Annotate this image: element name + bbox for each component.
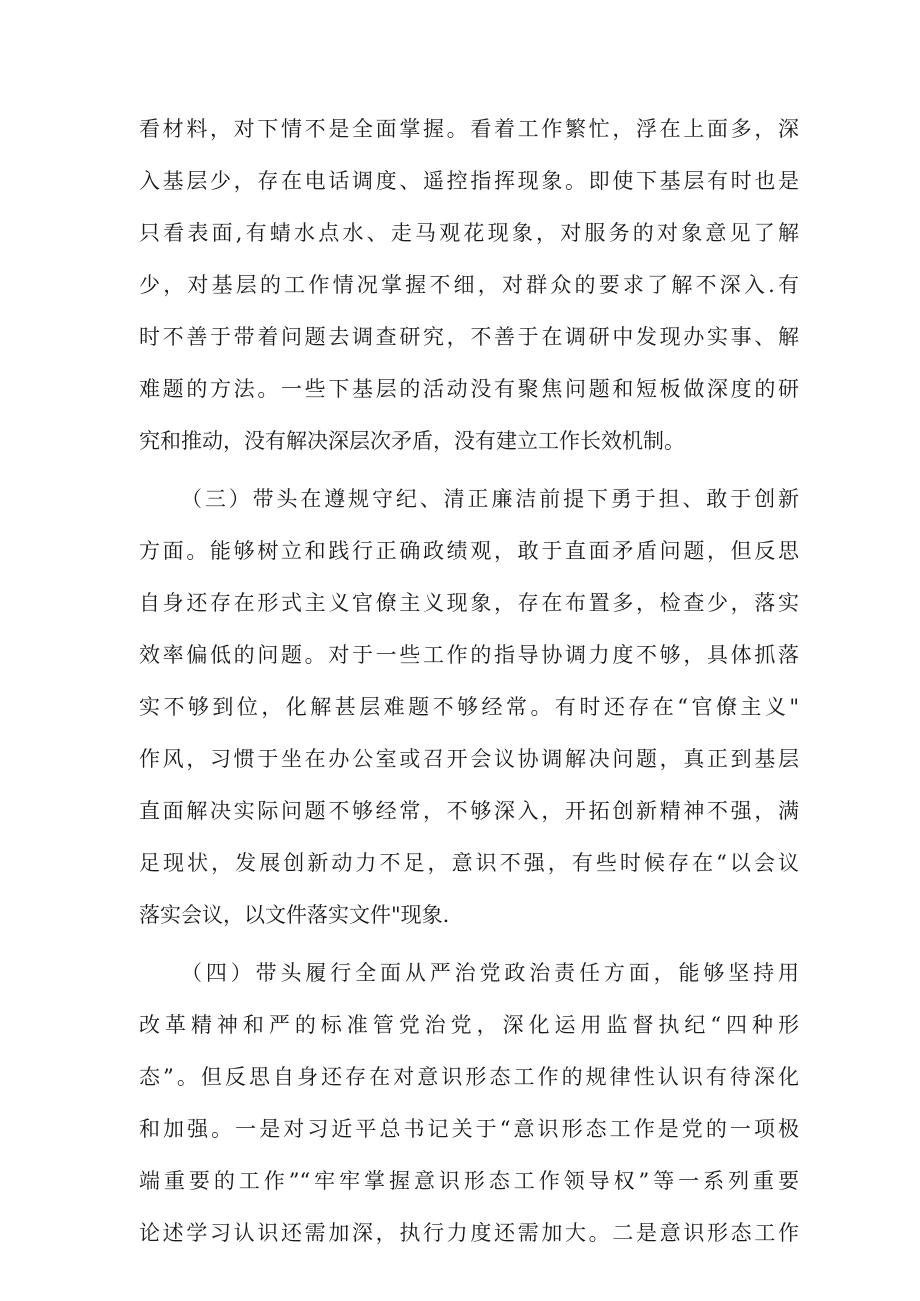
p2-line-8: 足现状，发展创新动力不足，意识不强，有些时候存在“以会议 [139, 851, 799, 875]
p2-line-1: （三）带头在遵规守纪、清正廉洁前提下勇于担、敢于创新 [181, 487, 799, 511]
p1-line-3: 只看表面,有蜻水点水、走马观花现象，对服务的对象意见了解 [139, 221, 799, 245]
p1-line-6: 难题的方法。一些下基层的活动没有聚焦问题和短板做深度的研 [139, 377, 799, 401]
p2-line-7: 直面解决实际问题不够经常，不够深入，开拓创新精神不强，满 [139, 799, 799, 823]
p2-line-4: 效率偏低的问题。对于一些工作的指导协调力度不够，具体抓落 [139, 643, 799, 667]
p1-line-5: 时不善于带着问题去调查研究，不善于在调研中发现办实事、解 [139, 325, 799, 349]
p2-line-6: 作风，习惯于坐在办公室或召开会议协调解决问题，真正到基层 [139, 747, 799, 771]
p3-line-2: 改革精神和严的标准管党治党，深化运用监督执纪“四种形 [139, 1013, 799, 1037]
p3-line-1: （四）带头履行全面从严治党政治责任方面，能够坚持用 [181, 961, 799, 985]
p2-line-2: 方面。能够树立和践行正确政绩观，敢于直面矛盾问题，但反思 [139, 539, 799, 563]
p2-line-3: 自身还存在形式主义官僚主义现象，存在布置多，检查少，落实 [139, 591, 799, 615]
p1-line-1: 看材料，对下情不是全面掌握。看着工作繁忙，浮在上面多，深 [139, 117, 799, 141]
p2-line-5: 实不够到位，化解甚层难题不够经常。有时还存在“官僚主义" [139, 695, 799, 719]
p3-line-6: 论述学习认识还需加深，执行力度还需加大。二是意识形态工作 [139, 1221, 799, 1245]
p1-line-7: 究和推动，没有解决深层次矛盾，没有建立工作长效机制。 [139, 429, 685, 453]
p3-line-5: 端重要的工作”“牢牢掌握意识形态工作领导权”等一系列重要 [139, 1169, 799, 1193]
p1-line-4: 少，对基层的工作情况掌握不细，对群众的要求了解不深入.有 [139, 273, 799, 297]
p1-line-2: 入基层少，存在电话调度、遥控指挥现象。即使下基层有时也是 [139, 169, 799, 193]
p3-line-4: 和加强。一是对习近平总书记关于“意识形态工作是党的一项极 [139, 1117, 799, 1141]
p3-line-3: 态”。但反思自身还存在对意识形态工作的规律性认识有待深化 [139, 1065, 799, 1089]
p2-line-9: 落实会议，以文件落实文件"现象. [139, 903, 450, 927]
